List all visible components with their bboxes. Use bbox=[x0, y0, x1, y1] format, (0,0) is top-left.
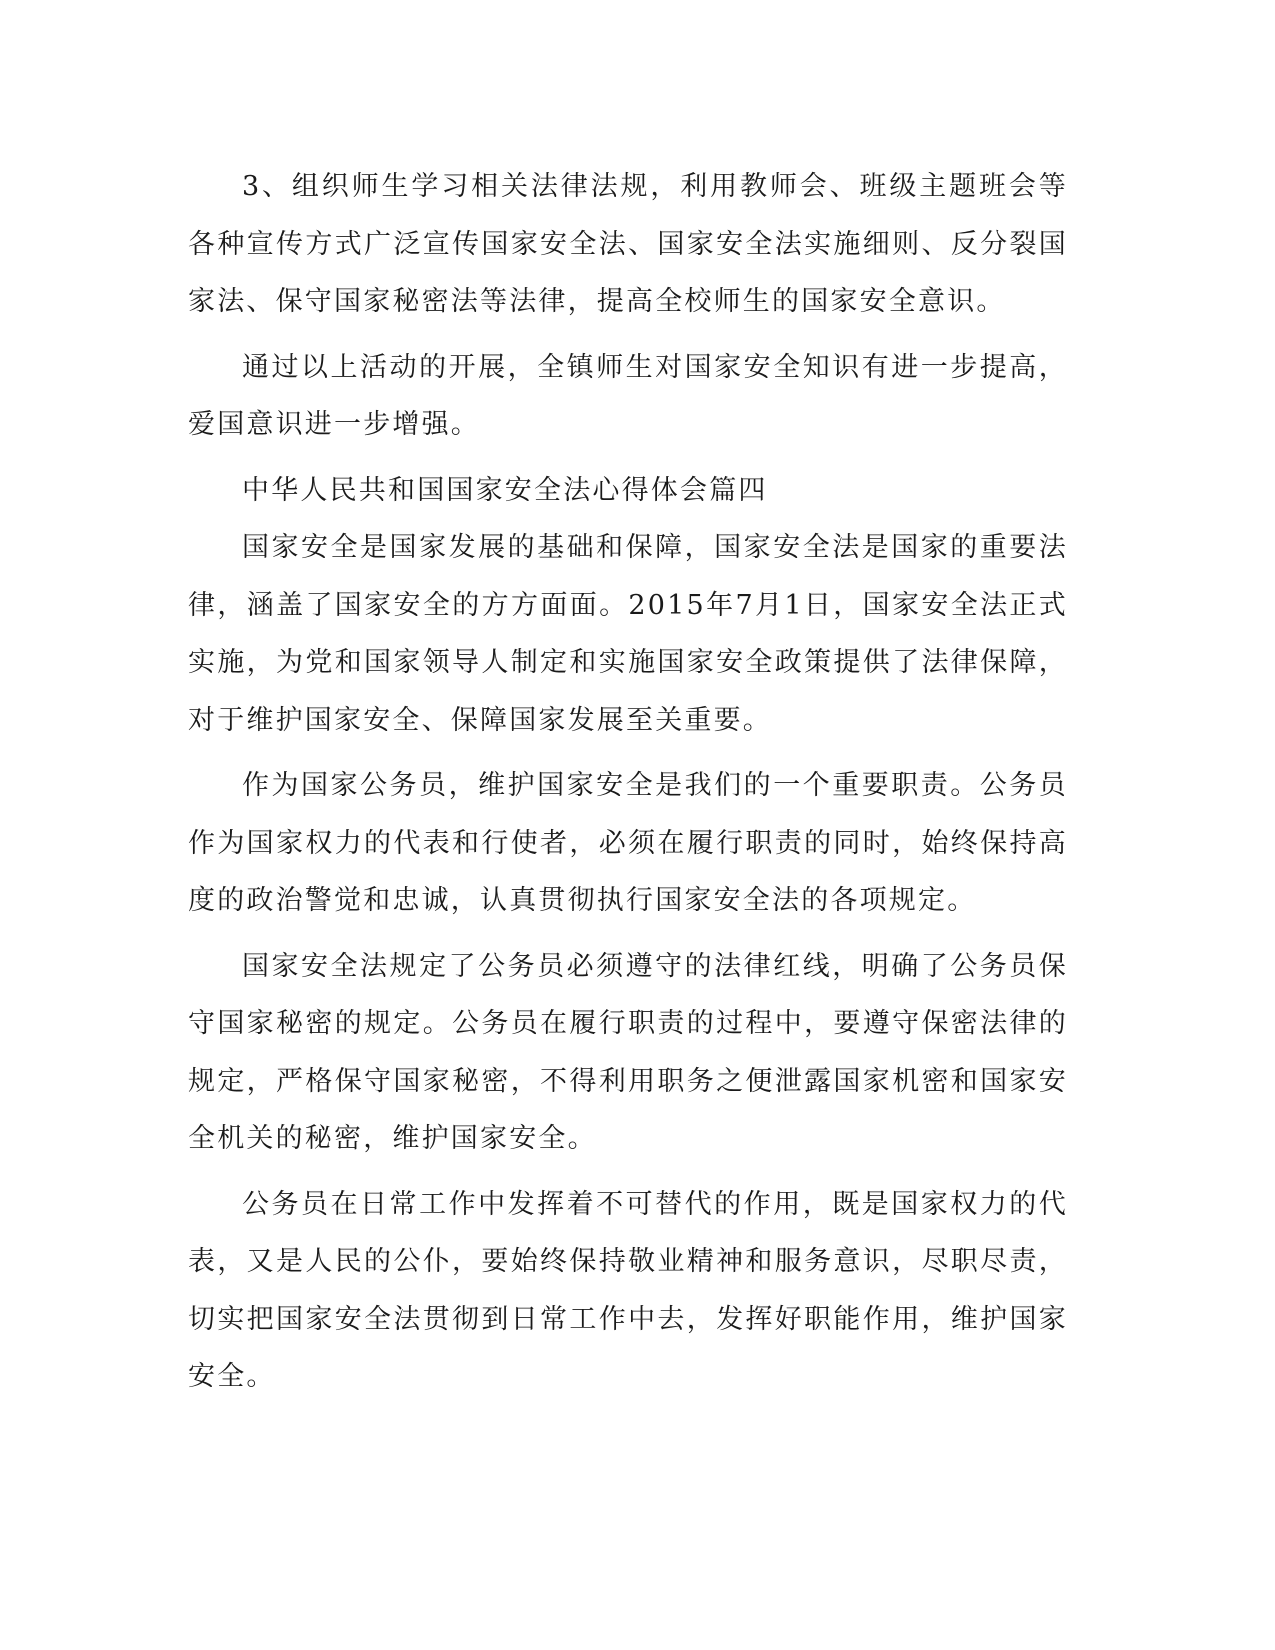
paragraph-security-law-intro: 国家安全是国家发展的基础和保障，国家安全法是国家的重要法律，涵盖了国家安全的方方面面。2015年7月1日，国家安全法正式实施，为党和国家领导人制定和实施国家安全政策提供了法律保障，对于维护国家安全、保障国家发展至关重要。 bbox=[188, 532, 1068, 736]
section-heading: 中华人民共和国国家安全法心得体会篇四 bbox=[242, 474, 768, 506]
paragraph-daily-work: 公务员在日常工作中发挥着不可替代的作用，既是国家权力的代表，又是人民的公仆，要始终保持敬业精神和服务意识，尽职尽责，切实把国家安全法贯彻到日常工作中去，发挥好职能作用，维护国家安全。 bbox=[188, 1188, 1068, 1392]
paragraph-civil-servant-duty: 作为国家公务员，维护国家安全是我们的一个重要职责。公务员作为国家权力的代表和行使者，必须在履行职责的同时，始终保持高度的政治警觉和忠诚，认真贯彻执行国家安全法的各项规定。 bbox=[188, 770, 1068, 916]
document-body bbox=[188, 158, 1068, 1406]
paragraph-activity-summary: 通过以上活动的开展，全镇师生对国家安全知识有进一步提高，爱国意识进一步增强。 bbox=[188, 351, 1068, 440]
paragraph-item-3-organize: 3、组织师生学习相关法律法规，利用教师会、班级主题班会等各种宣传方式广泛宣传国家安全法、国家安全法实施细则、反分裂国家法、保守国家秘密法等法律，提高全校师生的国家安全意识。 bbox=[188, 171, 1068, 317]
paragraph-secrecy-rules: 国家安全法规定了公务员必须遵守的法律红线，明确了公务员保守国家秘密的规定。公务员在履行职责的过程中，要遵守保密法律的规定，严格保守国家秘密，不得利用职务之便泄露国家机密和国家安全机关的秘密，维护国家安全。 bbox=[188, 950, 1068, 1154]
